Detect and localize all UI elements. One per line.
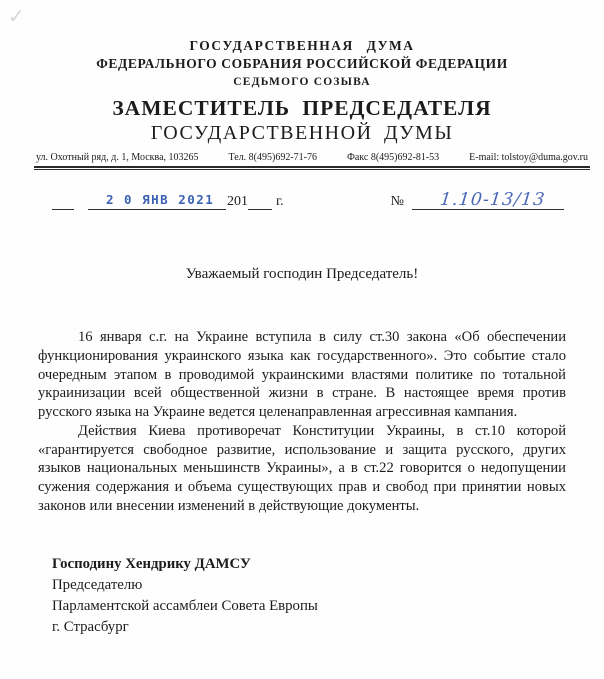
phone-number: Тел. 8(495)692-71-76 [228,152,317,163]
salutation: Уважаемый господин Председатель! [185,266,419,282]
addressee-block [52,554,604,638]
year-blank [248,196,272,210]
org-name-line1: ГОСУДАРСТВЕННАЯ ДУМА [189,38,415,53]
dateline [52,190,564,210]
org-name-line3: СЕДЬМОГО СОЗЫВА [233,76,371,88]
addressee-title: Председателю [52,576,143,593]
email-address: E-mail: tolstoy@duma.gov.ru [469,152,588,163]
date-blank-line [88,192,226,210]
letterhead-divider [34,166,590,170]
year-suffix: г. [276,194,284,209]
number-blank-line [412,190,564,210]
date-stamp: 2 0 ЯНВ 2021 [106,192,215,207]
number-label: № [390,194,404,209]
body-paragraph: Действия Киева противоречат Конституции Украины, в ст.10 которой «гарантируется свободное развитие, использование и защита русского, других языков национальных меньшинств Украины», а в ст.22 говорится о недопущении сужения содержания и объема существующих прав и свобод при принятии новых законов или внесении изменений в действующие документы. [38,422,566,514]
letter-body [38,328,566,516]
date-blank-short [52,196,74,210]
year-prefix: 201 [227,194,248,209]
fax-number: Факс 8(495)692-81-53 [346,152,440,163]
addressee-city: г. Страсбург [52,618,129,635]
checkmark-icon: ✓ [8,4,25,28]
sender-position-line2: ГОСУДАРСТВЕННОЙ ДУМЫ [150,122,454,144]
contact-row [36,152,588,163]
letterhead [0,0,604,145]
addressee-organization: Парламентской ассамблеи Совета Европы [52,597,318,614]
handwritten-number: 1.10-13/13 [438,190,547,210]
number-group [390,190,564,210]
addressee-name: Господину Хендрику ДАМСУ [52,555,251,572]
sender-position-line1: ЗАМЕСТИТЕЛЬ ПРЕДСЕДАТЕЛЯ [112,96,492,120]
body-paragraph: 16 января с.г. на Украине вступила в силу ст.30 закона «Об обеспечении функционирования украинского языка как государственного». Это событие стало очередным этапом в проводимой украинскими властями политике по тотальной украинизации всей общественной жизни в стране. В настоящее время против русского языка на Украине ведется целенаправленная агрессивная кампания. [38,329,566,420]
org-name-line2: ФЕДЕРАЛЬНОГО СОБРАНИЯ РОССИЙСКОЙ ФЕДЕРАЦИИ [96,56,508,71]
postal-address: ул. Охотный ряд, д. 1, Москва, 103265 [36,152,199,163]
